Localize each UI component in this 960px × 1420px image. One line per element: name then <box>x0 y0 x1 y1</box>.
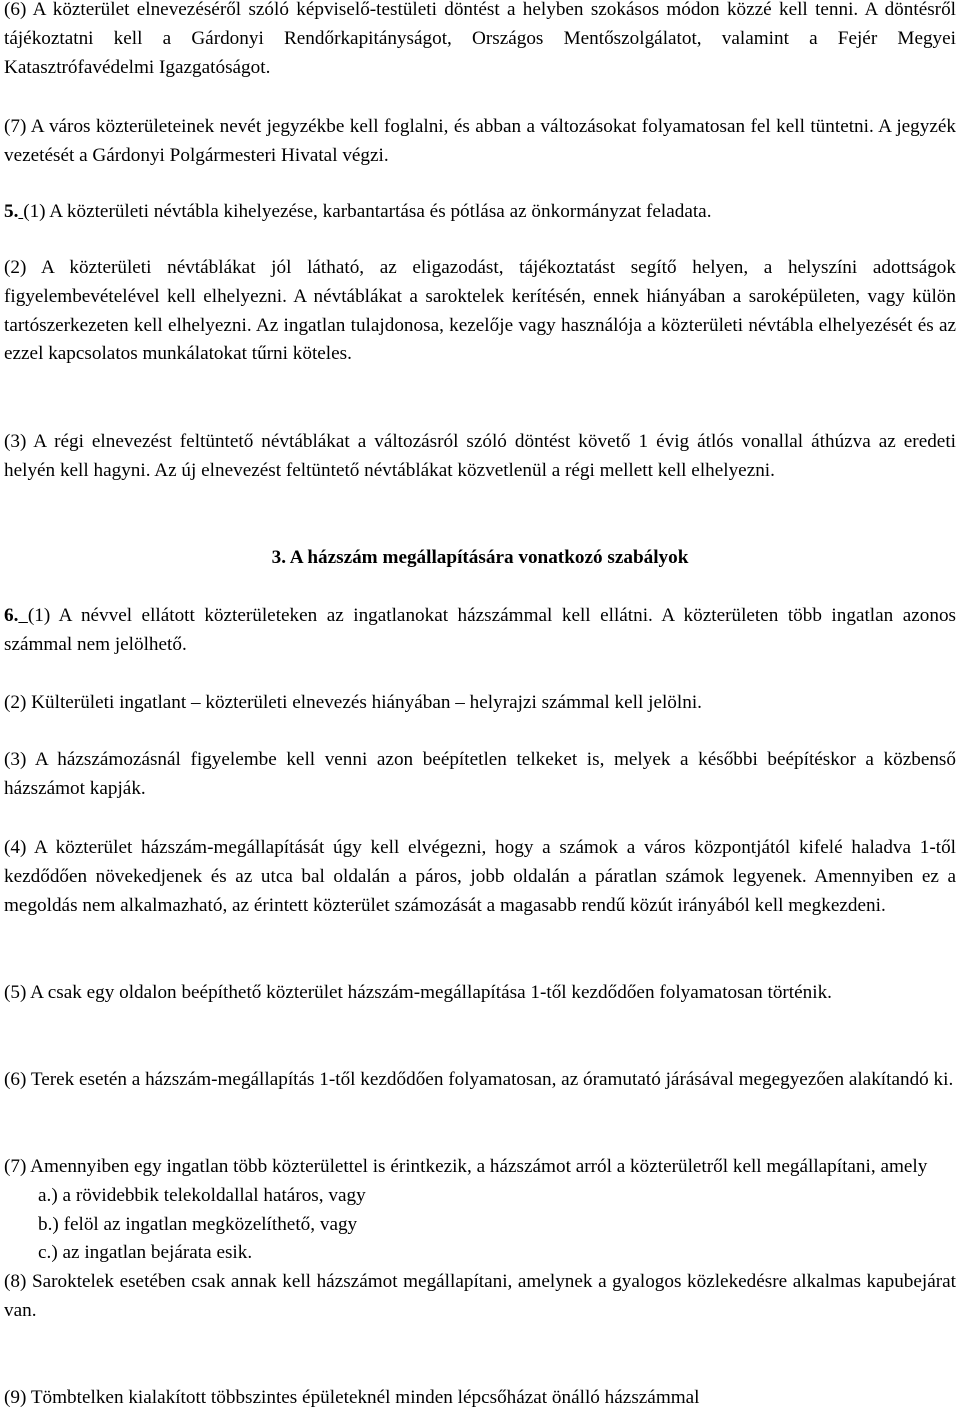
section-6-paragraph-7 <box>4 1153 956 1326</box>
section-6-paragraph-9: (9) Tömbtelken kialakított többszintes épületeknél minden lépcsőházat önálló házszámmal <box>4 1387 700 1408</box>
paragraph-text: (7) Amennyiben egy ingatlan több közterülettel is érintkezik, a házszámot arról a közterületről kell megállapítani, amely <box>4 1156 928 1177</box>
paragraph-4-6: (6) A közterület elnevezéséről szóló képviselő-testületi döntést a helyben szokásos módon közzé kell tenni. A döntésről tájékoztatni kell a Gárdonyi Rendőrkapitányságot, Országos Mentőszolgálatot, valamint a Fejér Megyei Katasztrófavédelmi Igazgatóságot. <box>4 0 956 78</box>
paragraph-text: (1) A közterületi névtábla kihelyezése, karbantartása és pótlása az önkormányzat feladata. <box>23 201 712 222</box>
section-5-paragraph-2: (2) A közterületi névtáblákat jól látható, az eligazodást, tájékoztatást segítő helyen, a helyszíni adottságok figyelembevételével kell elhelyezni. A névtáblákat a saroktelek kerítésén, ennek hiányában a saroképületen, vagy külön tartószerkezeten kell elhelyezni. Az ingatlan tulajdonosa, kezelője vagy használója a közterületi névtábla elhelyezését és az ezzel kapcsolatos munkálatokat tűrni köteles. <box>4 257 956 365</box>
paragraph-4-7: (7) A város közterületeinek nevét jegyzékbe kell foglalni, és abban a változásokat folyamatosan fel kell tüntetni. A jegyzék vezetését a Gárdonyi Polgármesteri Hivatal végzi. <box>4 116 956 166</box>
section-6-paragraph-5: (5) A csak egy oldalon beépíthető közterület házszám-megállapítása 1-től kezdődően folyamatosan történik. <box>4 982 832 1003</box>
section-5-paragraph-3: (3) A régi elnevezést feltüntető névtáblákat a változásról szóló döntést követő 1 évig átlós vonallal áthúzva az eredeti helyén kell hagyni. Az új elnevezést feltüntető névtáblákat közvetlenül a régi mellett kell elhelyezni. <box>4 431 956 481</box>
underlined-space <box>18 605 27 626</box>
list-item-a: a.) a rövidebbik telekoldallal határos, vagy <box>38 1184 366 1206</box>
list-item-c: c.) az ingatlan bejárata esik. <box>38 1242 253 1264</box>
section-number: 5. <box>4 201 19 222</box>
section-6-paragraph-8: (8) Saroktelek esetében csak annak kell házszámot megállapítani, amelynek a gyalogos közlekedésre alkalmas kapubejárat van. <box>4 1271 956 1321</box>
section-5-paragraph-1 <box>4 198 956 227</box>
section-6-paragraph-3: (3) A házszámozásnál figyelembe kell venni azon beépítetlen telkeket is, melyek a későbbi beépítéskor a közbenső házszámot kapják. <box>4 749 956 799</box>
section-6-paragraph-6: (6) Terek esetén a házszám-megállapítás 1-től kezdődően folyamatosan, az óramutató járásával megegyezően alakítandó ki. <box>4 1069 954 1090</box>
paragraph-text: (1) A névvel ellátott közterületeken az ingatlanokat házszámmal kell ellátni. A közterületen több ingatlan azonos számmal nem jelölhető. <box>4 605 956 655</box>
section-6-paragraph-2: (2) Külterületi ingatlant – közterületi elnevezés hiányában – helyrajzi számmal kell jelölni. <box>4 692 702 713</box>
list-item-b: b.) felöl az ingatlan megközelíthető, vagy <box>38 1213 358 1235</box>
section-6-paragraph-4: (4) A közterület házszám-megállapítását úgy kell elvégezni, hogy a számok a város központjától kifelé haladva 1-től kezdődően növekedjenek és az utca bal oldalán a páros, jobb oldalán a páratlan számok legyenek. Amennyiben ez a megoldás nem alkalmazható, az érintett közterület számozását a magasabb rendű közút irányából kell megkezdeni. <box>4 837 956 916</box>
section-number: 6. <box>4 605 19 626</box>
section-6-paragraph-1 <box>4 602 956 660</box>
chapter-heading: 3. A házszám megállapítására vonatkozó szabályok <box>271 547 689 568</box>
